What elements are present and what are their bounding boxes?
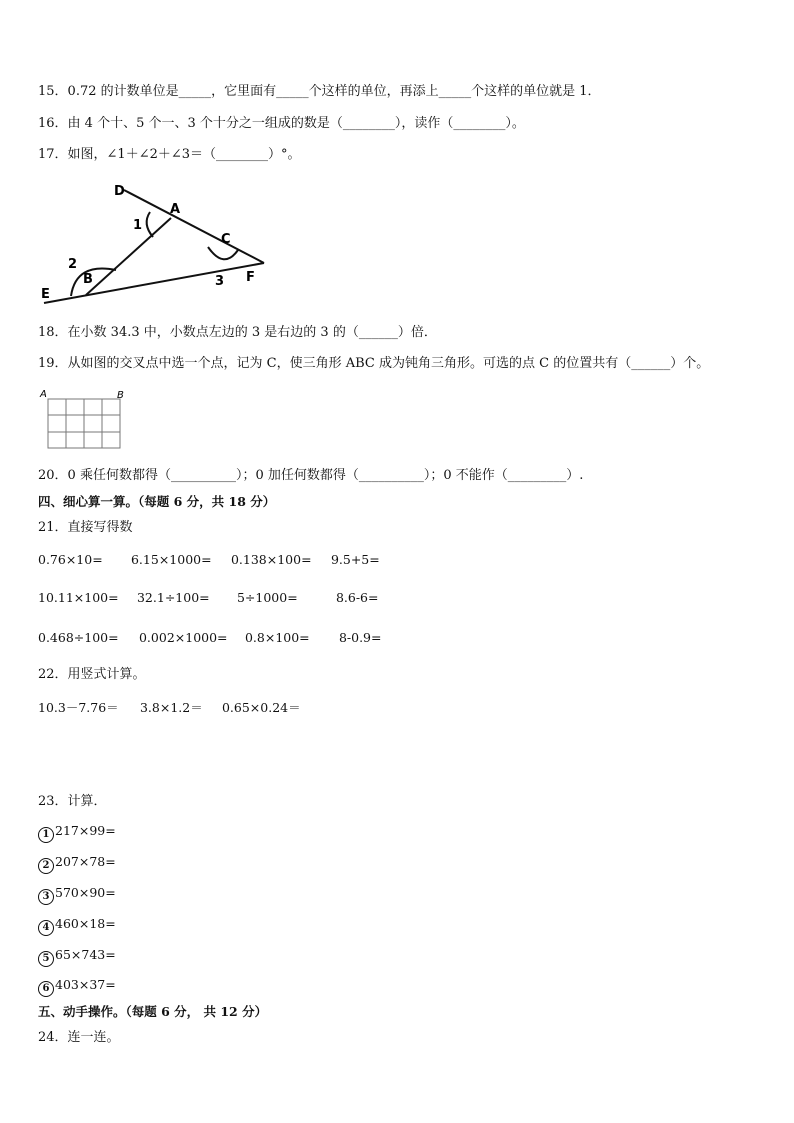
q23-item-4 [38,916,116,936]
section-5-heading: 五、动手操作。（每题 6 分， 共 12 分） [38,1004,268,1019]
calc-item: 0.138×100= [230,552,312,567]
calc-item: 8.6-6= [335,590,379,605]
calc-item: 3.8×1.2＝ [139,700,203,715]
calc-item: 8-0.9= [338,630,382,645]
angle-2-label: 2 [68,257,78,272]
question-17: 17．如图，∠1＋∠2＋∠3＝（________）°。 [38,147,301,162]
circled-number: 3 [38,889,54,905]
calc-item: 0.65×0.24＝ [221,700,301,715]
calc-item: 0.8×100= [244,630,310,645]
label-B: B [83,272,93,287]
label-C: C [221,232,231,247]
calc-item: 10.3－7.76＝ [38,700,119,715]
calc-item: 0.002×1000= [138,630,228,645]
q23-expr: 207×78= [55,854,116,869]
q23-expr: 65×743= [55,947,116,962]
grid-label-A: A [40,389,47,400]
grid-figure [38,388,128,452]
calc-item: 10.11×100= [38,590,119,605]
q23-item-3 [38,885,116,905]
calc-row-1 [38,552,380,567]
q23-expr: 403×37= [55,977,116,992]
label-D: D [114,184,125,199]
circled-number: 6 [38,981,54,997]
question-19: 19．从如图的交叉点中选一个点，记为 C，使三角形 ABC 成为钝角三角形。可选的点 C 的位置共有（______）个。 [38,356,710,371]
question-15: 15．0.72 的计数单位是_____，它里面有_____个这样的单位，再添上_____个这样的单位就是 1． [38,84,601,99]
calc-row-2 [38,590,378,605]
circled-number: 4 [38,920,54,936]
circled-number: 1 [38,827,54,843]
question-20: 20．0 乘任何数都得（__________）；0 加任何数都得（__________）；0 不能作（_________）. [38,468,584,483]
label-F: F [246,270,255,285]
vertical-calc-row [38,698,301,716]
q23-item-6 [38,977,116,997]
circled-number: 5 [38,951,54,967]
calc-row-3 [38,630,381,645]
q23-item-2 [38,854,116,874]
circled-number: 2 [38,858,54,874]
calc-item: 6.15×1000= [130,552,212,567]
grid-label-B: B [117,390,124,401]
calc-item: 0.76×10= [38,552,103,567]
angle-3-label: 3 [215,274,225,289]
q23-expr: 460×18= [55,916,116,931]
question-23: 23．计算． [38,794,107,809]
angle-figure [36,178,276,308]
calc-item: 0.468÷100= [38,630,119,645]
calc-item: 9.5+5= [330,552,380,567]
angle-1-label: 1 [133,218,143,233]
question-22: 22．用竖式计算。 [38,667,146,682]
calc-item: 32.1÷100= [136,590,210,605]
calc-item: 5÷1000= [236,590,298,605]
q23-expr: 217×99= [55,823,116,838]
section-4-heading: 四、细心算一算。（每题 6 分，共 18 分） [38,494,276,509]
q23-expr: 570×90= [55,885,116,900]
label-E: E [41,287,50,302]
question-21: 21．直接写得数 [38,520,133,535]
question-24: 24．连一连。 [38,1030,120,1045]
q23-item-1 [38,823,116,843]
question-16: 16．由 4 个十、5 个一、3 个十分之一组成的数是（________），读作（________）。 [38,116,525,131]
label-A: A [170,202,181,217]
q23-item-5 [38,947,116,967]
question-18: 18．在小数 34.3 中，小数点左边的 3 是右边的 3 的（______）倍． [38,325,437,340]
